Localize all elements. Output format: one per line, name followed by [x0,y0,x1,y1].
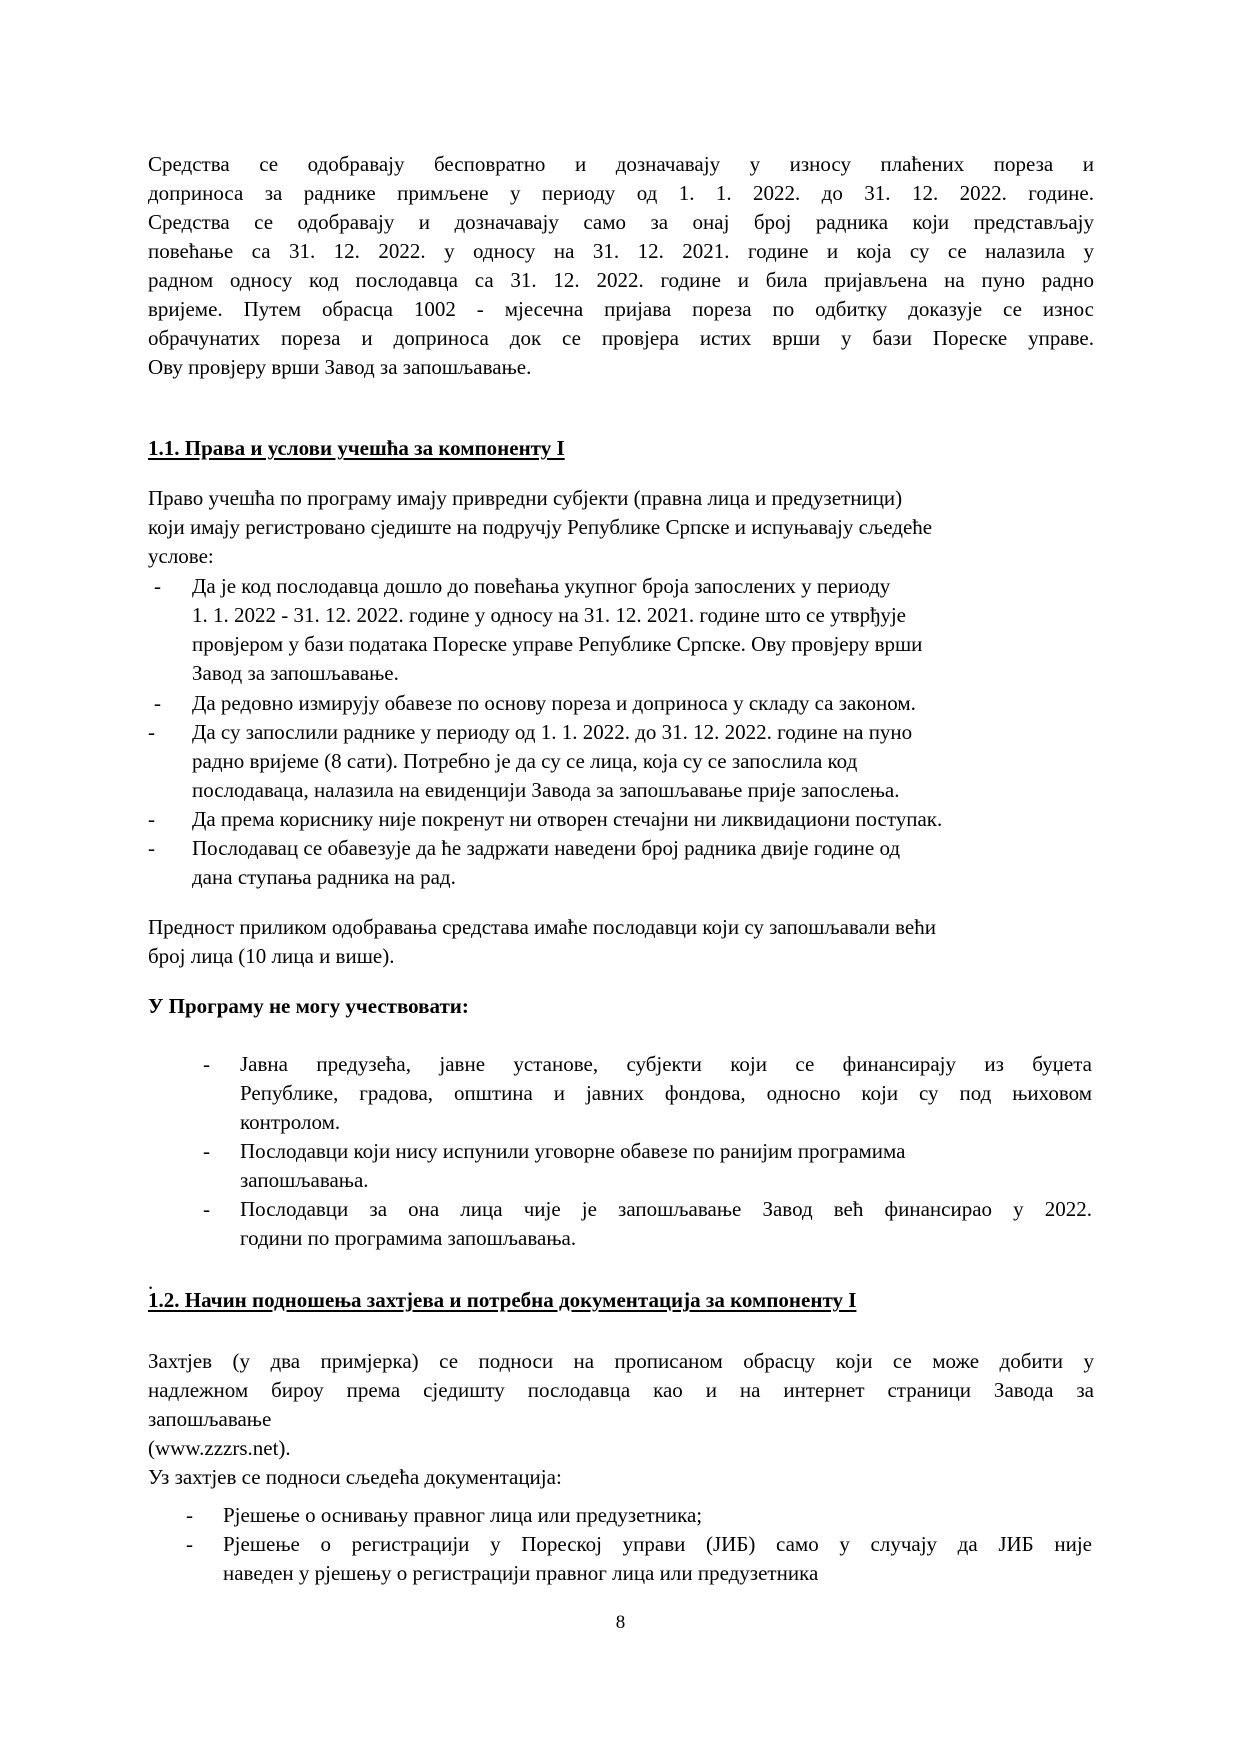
exclusions-heading: У Програму не могу учествовати: [148,994,469,1018]
request-line: запошљавање [148,1407,272,1431]
list-item-line: Послодавац се обавезује да ће задржати наведени број радника двије године од [192,836,901,860]
list-item-line: радно вријеме (8 сати). Потребно је да су се лица, која су се запослила код [192,749,858,773]
list-dash: - [203,1197,210,1221]
section-1-1-intro [148,484,1094,571]
list-dash: - [148,836,155,860]
list-dash: - [186,1503,193,1527]
list-item-text [192,689,1092,718]
section-1-1-intro-line: Право учешћа по програму имају привредни субјекти (правна лица и предузетници) [148,486,903,510]
intro-line: Средства се одобравају бесповратно и дозначавају у износу плаћених пореза и [148,152,1094,176]
advantage-line: Предност приликом одобравања средстава имаће послодавци који су запошљавали већи [148,915,936,939]
list-item-line: Рјешење о оснивању правног лица или предузетника; [223,1503,703,1527]
page-number: 8 [615,1612,626,1633]
list-item-text [240,1195,1092,1253]
request-line: Уз захтјев се подноси сљедећа документација: [148,1465,562,1489]
list-dash: - [154,574,161,598]
list-item-line: провјером у бази података Пореске управе Републике Српске. Ову провјеру врши [192,632,923,656]
list-dash: - [203,1139,210,1163]
list-dash: - [154,691,161,715]
list-item-line: запошљавања. [240,1168,369,1192]
list-item-text [223,1530,1092,1588]
list-item-line: Да према кориснику није покренут ни отворен стечајни ни ликвидациони поступак. [192,807,943,831]
section-1-2-heading: 1.2. Начин подношења захтјева и потребна документација за компоненту I [148,1288,857,1312]
advantage-paragraph [148,913,1094,971]
list-item-line: Послодавци који нису испунили уговорне обавезе по ранијим програмима [240,1139,906,1163]
list-item-line: Републике, градова, општина и јавних фондова, односно који су под њиховом [240,1081,1092,1105]
intro-line: Ову провјеру врши Завод за запошљавање. [148,355,532,379]
list-item-text [240,1050,1092,1137]
list-item-line: Да редовно измирују обавезе по основу пореза и доприноса у складу са законом. [192,691,916,715]
list-item-line: Завод за запошљавање. [192,661,399,685]
intro-line: Средства се одобравају и дозначавају само за онај број радника који представљају [148,210,1094,234]
intro-line: обрачунатих пореза и доприноса док се провјера истих врши у бази Пореске управе. [148,326,1094,350]
list-dash: - [186,1532,193,1556]
list-item-line: контролом. [240,1110,341,1134]
request-line: (www.zzzrs.net). [148,1436,291,1460]
list-item-text [240,1137,1092,1195]
request-line: Захтјев (у два примјерка) се подноси на прописаном обрасцу који се може добити у [148,1349,1094,1373]
list-item-line: наведен у рјешењу о регистрацији правног лица или предузетника [223,1561,819,1585]
list-item-line: Јавна предузећа, јавне установе, субјекти који се финансирају из буџета [240,1052,1092,1076]
list-item-line: Послодавци за она лица чије је запошљавање Завод већ финансирао у 2022. [240,1197,1092,1221]
section-1-1-intro-line: услове: [148,544,214,568]
list-item-text [192,718,1092,805]
stray-period: . [148,1270,154,1294]
intro-paragraph [148,150,1094,382]
section-1-1-intro-line: који имају регистровано сједиште на подручју Републике Српске и испуњавају сљедеће [148,515,933,539]
list-dash: - [148,720,155,744]
list-item-text [223,1501,1092,1530]
list-item-text [192,805,1092,834]
list-dash: - [148,807,155,831]
list-item-line: 1. 1. 2022 - 31. 12. 2022. године у односу на 31. 12. 2021. године што се утврђује [192,603,906,627]
list-item-text [192,572,1092,688]
list-dash: - [203,1052,210,1076]
advantage-line: број лица (10 лица и више). [148,944,395,968]
list-item-line: години по програмима запошљавања. [240,1226,577,1250]
intro-line: радном односу код послодавца са 31. 12. 2022. године и била пријављена на пуно радно [148,268,1094,292]
list-item-line: дана ступања радника на рад. [192,865,456,889]
list-item-line: Да је код послодавца дошло до повећања укупног броја запослених у периоду [192,574,891,598]
request-line: надлежном бироу према сједишту послодавца као и на интернет страници Завода за [148,1378,1094,1402]
list-item-line: Да су запослили раднике у периоду од 1. 1. 2022. до 31. 12. 2022. године на пуно [192,720,913,744]
intro-line: доприноса за раднике примљене у периоду од 1. 1. 2022. до 31. 12. 2022. године. [148,181,1094,205]
list-item-line: послодаваца, налазила на евиденцији Завода за запошљавање прије запослења. [192,778,900,802]
list-item-text [192,834,1092,892]
intro-line: повећање са 31. 12. 2022. у односу на 31. 12. 2021. године и која су се налазила у [148,239,1094,263]
intro-line: вријеме. Путем обрасца 1002 - мјесечна пријава пореза по одбитку доказује се износ [148,297,1094,321]
section-1-1-heading: 1.1. Права и услови учешћа за компоненту I [148,436,565,460]
request-paragraph [148,1347,1094,1492]
list-item-line: Рјешење о регистрацији у Пореској управи (ЈИБ) само у случају да ЈИБ није [223,1532,1092,1556]
